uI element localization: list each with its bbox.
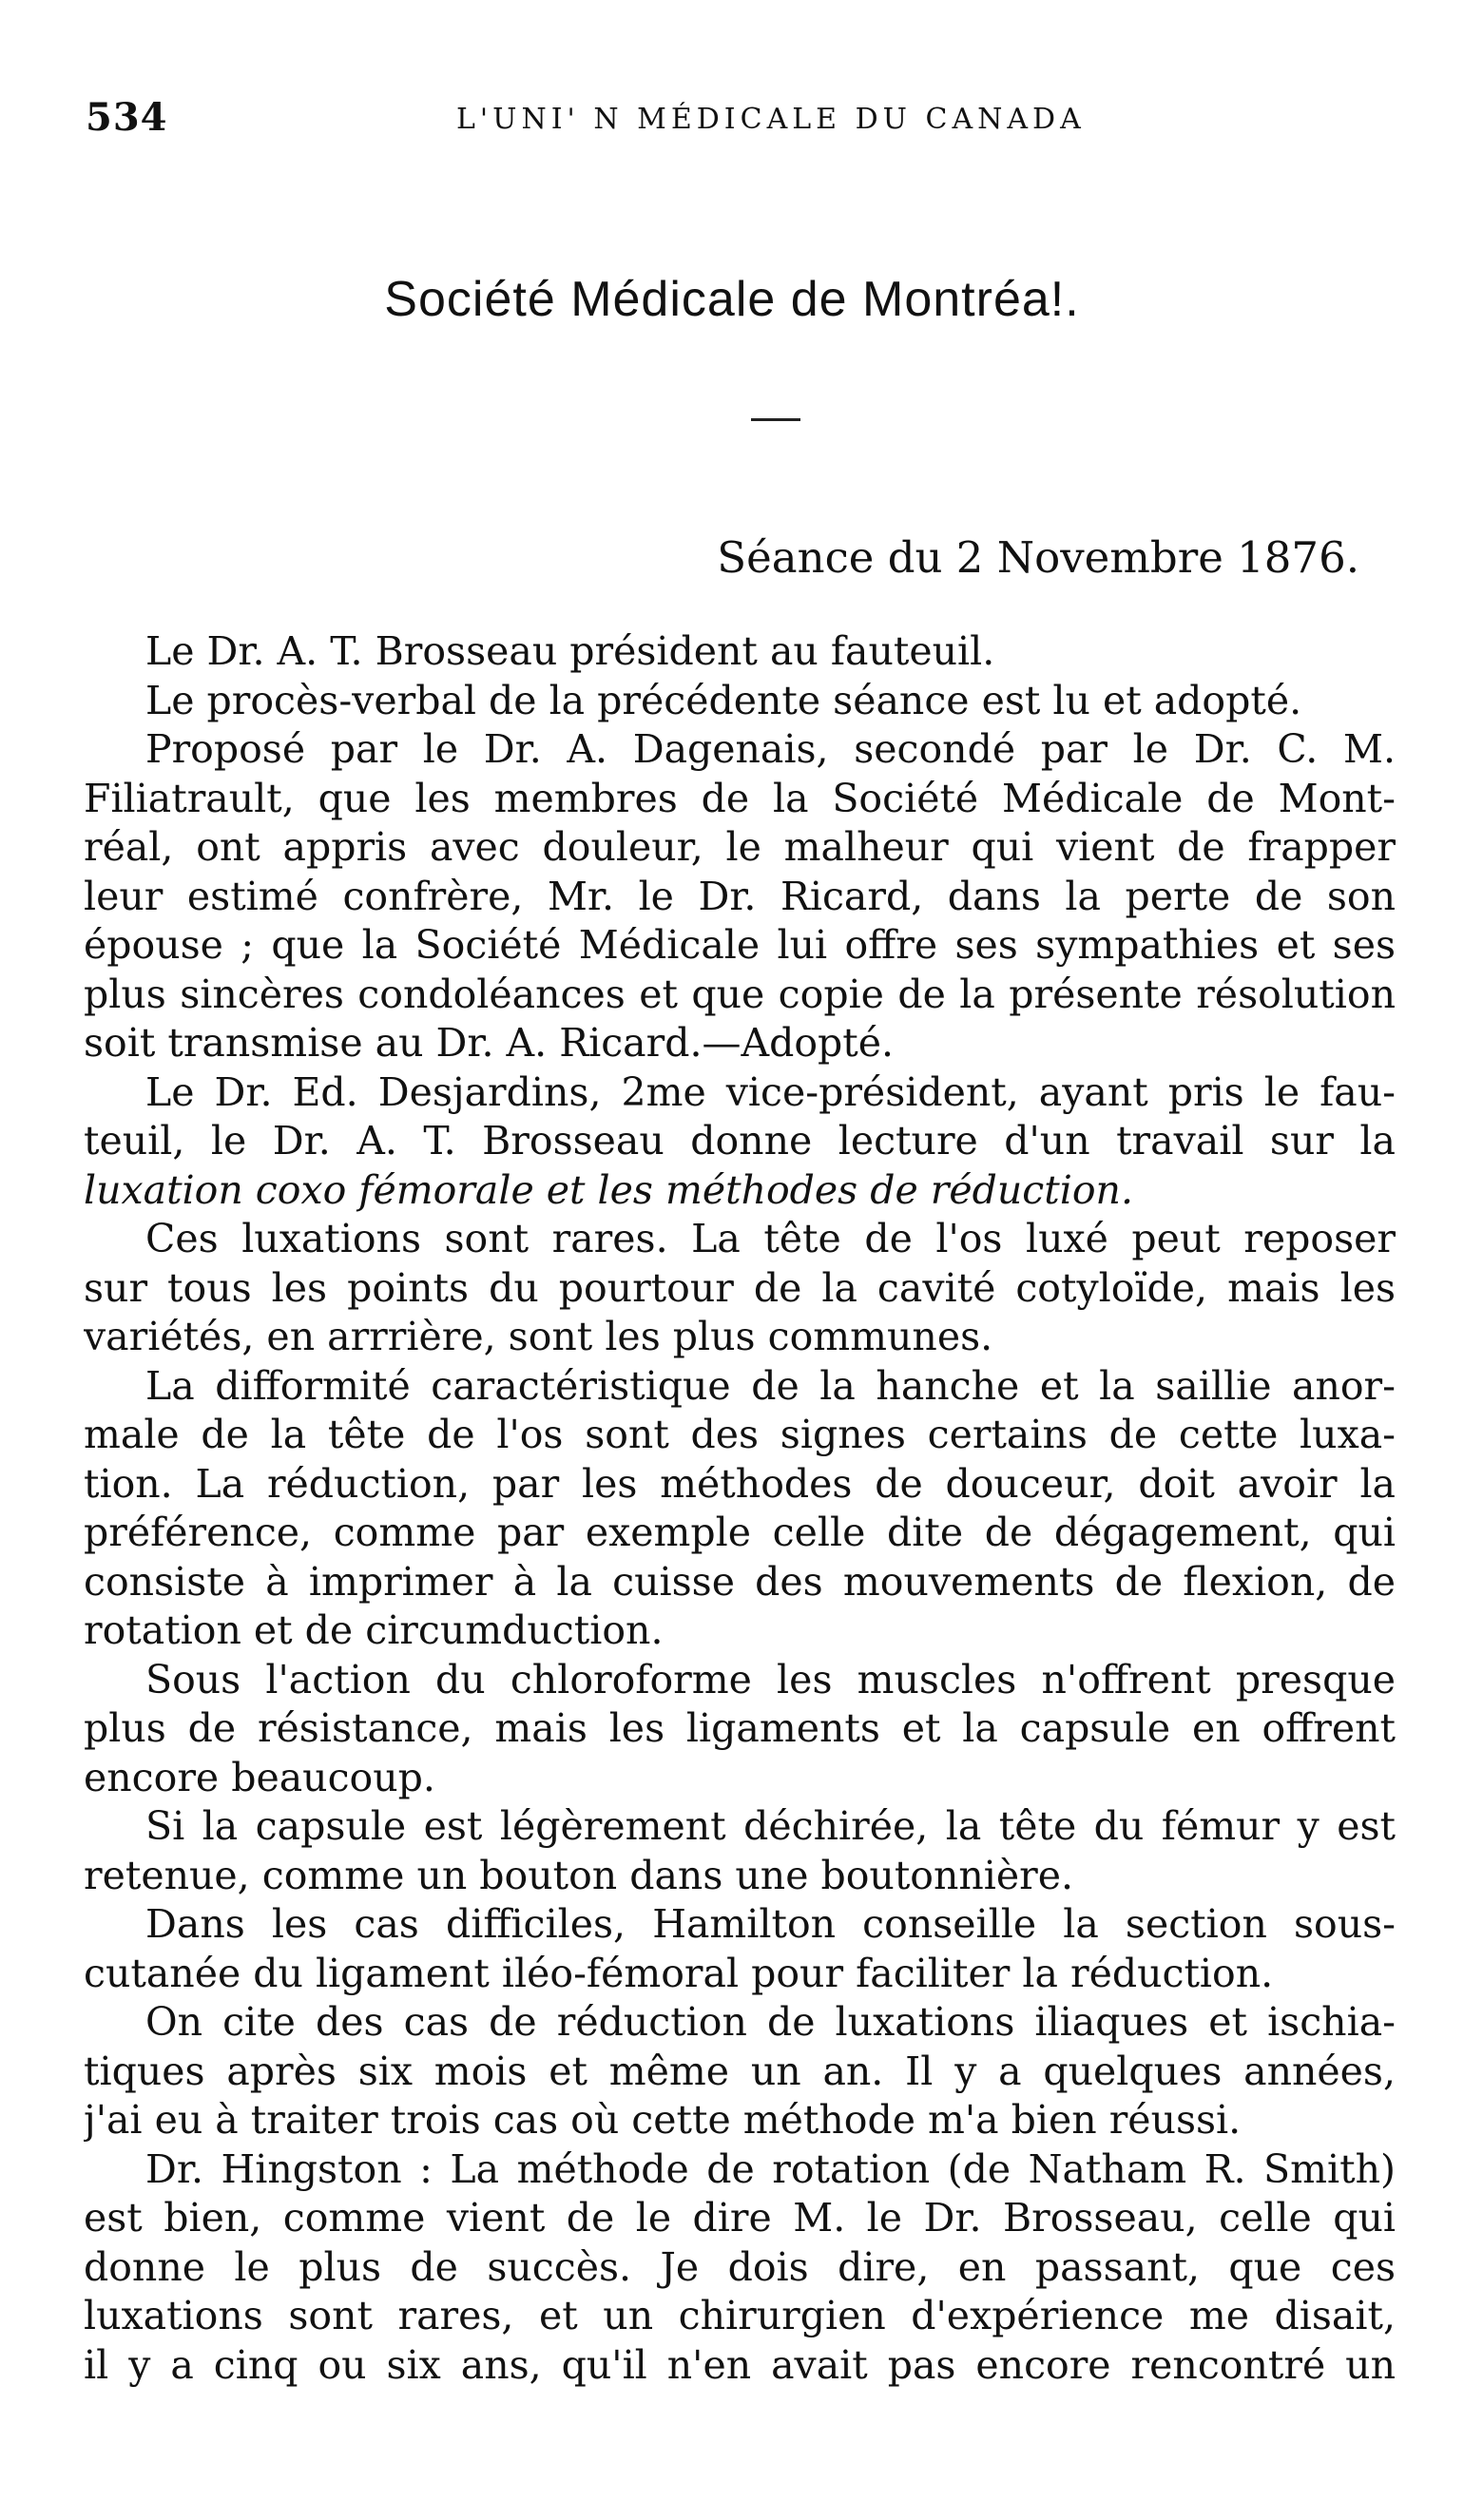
text-line: plus sincères condoléances et que copie de la présente résolution [84, 971, 1396, 1017]
text-line: Dr. Hingston : La méthode de rotation (de Natham R. Smith) [145, 2145, 1396, 2192]
text-line: sur tous les points du pourtour de la cavité cotyloïde, mais les [84, 1264, 1396, 1311]
text-line: Ces luxations sont rares. La tête de l'os luxé peut reposer [145, 1216, 1396, 1261]
paragraph [84, 1362, 1396, 1656]
paragraph [84, 1656, 1396, 1803]
paragraph [84, 1068, 1396, 1216]
journal-title: L'UNI' N MÉDICALE DU CANADA [456, 103, 1086, 136]
text-line: tion. La réduction, par les méthodes de douceur, doit avoir la [84, 1460, 1396, 1507]
text-line: variétés, en arrrière, sont les plus communes. [84, 1314, 993, 1359]
body-text [84, 627, 1396, 2390]
title-divider [751, 418, 800, 421]
text-line: Le Dr. A. T. Brosseau président au fauteuil. [145, 628, 995, 674]
text-line: tiques après six mois et même un an. Il y a quelques années, [84, 2048, 1396, 2094]
text-line: Filiatrault, que les membres de la Société Médicale de Mont- [84, 775, 1396, 821]
paragraph [84, 1215, 1396, 1362]
text-line: Proposé par le Dr. A. Dagenais, secondé par le Dr. C. M. [145, 726, 1396, 772]
text-line: cutanée du ligament iléo-fémoral pour faciliter la réduction. [84, 1950, 1274, 1996]
text-line: On cite des cas de réduction de luxations iliaques et ischia- [145, 1999, 1396, 2045]
text-line: Dans les cas difficiles, Hamilton conseille la section sous- [145, 1901, 1396, 1947]
text-line: La difformité caractéristique de la hanche et la saillie anor- [145, 1362, 1396, 1409]
text-line: j'ai eu à traiter trois cas où cette méthode m'a bien réussi. [84, 2097, 1242, 2143]
text-line: Le procès-verbal de la précédente séance est lu et adopté. [145, 677, 1302, 723]
text-line: Sous l'action du chloroforme les muscles n'offrent presque [145, 1656, 1396, 1702]
text-line: donne le plus de succès. Je dois dire, en passant, que ces [84, 2243, 1396, 2290]
text-line: consiste à imprimer à la cuisse des mouvements de flexion, de [84, 1558, 1396, 1605]
text-line: est bien, comme vient de le dire M. le Dr. Brosseau, celle qui [84, 2195, 1396, 2241]
text-line: male de la tête de l'os sont des signes certains de cette luxa- [84, 1412, 1396, 1457]
paragraph [84, 2145, 1396, 2391]
text-line: retenue, comme un bouton dans une boutonnière. [84, 1852, 1074, 1898]
text-line: il y a cinq ou six ans, qu'il n'en avait pas encore rencontré un [84, 2341, 1396, 2388]
paragraph [84, 627, 1396, 677]
paragraph [84, 1900, 1396, 1998]
section-title: Société Médicale de Montréa!. [384, 272, 1080, 327]
paragraph [84, 1802, 1396, 1900]
text-line: Si la capsule est légèrement déchirée, la tête du fémur y est [145, 1803, 1396, 1849]
text-line: Le Dr. Ed. Desjardins, 2me vice-président, ayant pris le fau- [145, 1068, 1396, 1115]
text-line: plus de résistance, mais les ligaments et la capsule en offrent [84, 1705, 1396, 1751]
text-line: préférence, comme par exemple celle dite de dégagement, qui [84, 1510, 1396, 1555]
text-line: luxations sont rares, et un chirurgien d'expérience me disait, [84, 2293, 1396, 2338]
paragraph [84, 677, 1396, 726]
text-line: teuil, le Dr. A. T. Brosseau donne lecture d'un travail sur la [84, 1118, 1396, 1164]
text-line: réal, ont appris avec douleur, le malheur qui vient de frapper [84, 824, 1396, 870]
text-line: épouse ; que la Société Médicale lui offre ses sympathies et ses [84, 922, 1396, 968]
paragraph [84, 1998, 1396, 2145]
text-line: soit transmise au Dr. A. Ricard.—Adopté. [84, 1020, 895, 1066]
session-date: Séance du 2 Novembre 1876. [717, 532, 1359, 583]
page-number: 534 [86, 95, 168, 140]
text-line-italic: luxation coxo fémorale et les méthodes de réduction. [84, 1166, 1133, 1213]
text-line: leur estimé confrère, Mr. le Dr. Ricard, dans la perte de son [84, 873, 1396, 919]
text-line: encore beaucoup. [84, 1754, 435, 1800]
text-line: rotation et de circumduction. [84, 1607, 664, 1653]
running-head [86, 95, 1407, 152]
paragraph [84, 725, 1396, 1068]
